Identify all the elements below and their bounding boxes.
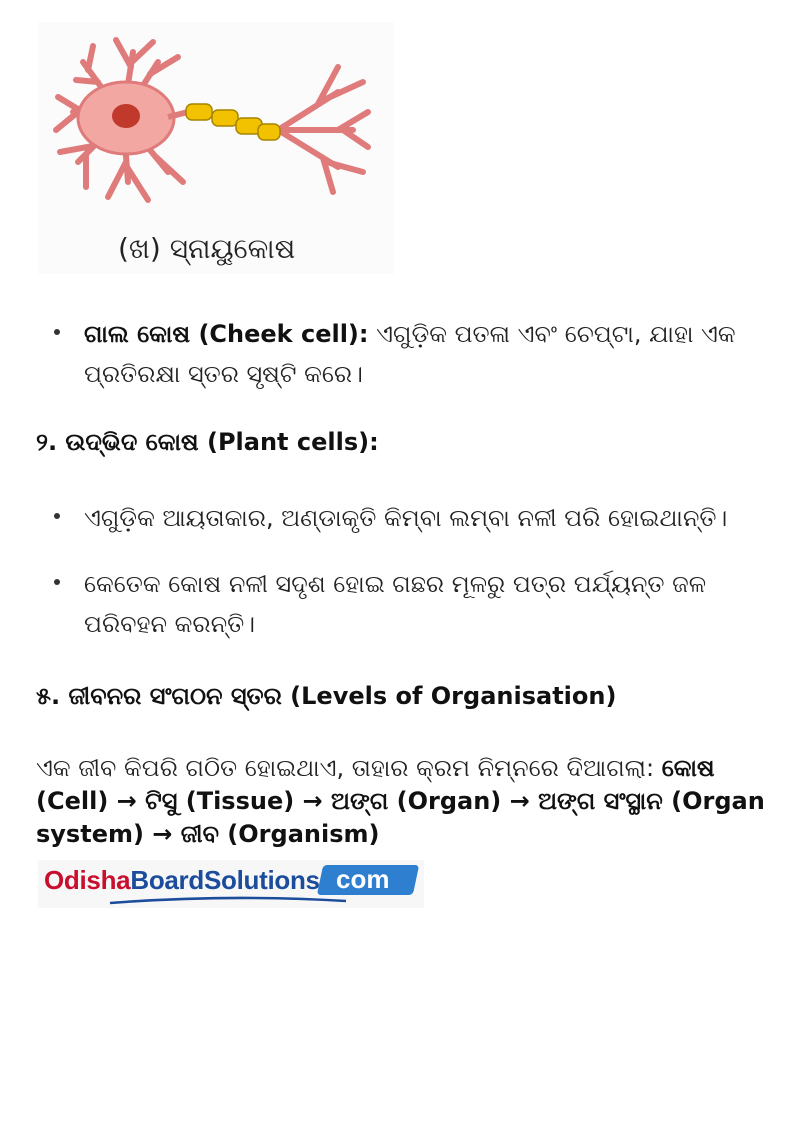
bullet-dot [54,513,60,519]
levels-heading: ୫. ଜୀବନର ସଂଗଠନ ସ୍ତର (Levels of Organisation) [36,682,617,710]
logo-wordmark: OdishaBoardSolutions [44,865,320,895]
site-logo [38,860,424,908]
neuron-figure [38,22,394,274]
plant-cells-heading: ୨. ଉଦ୍ଭିଦ କୋଷ (Plant cells): [36,428,379,456]
plant-bullet [36,498,768,538]
cheek-cell-term: ଗାଲ କୋଷ (Cheek cell): [84,320,369,348]
levels-intro: ଏକ ଜୀବ କିପରି ଗଠିତ ହୋଇଥାଏ, ତାହାର କ୍ରମ ନିମ୍ନରେ ଦିଆଗଲା: [36,754,662,782]
plant-bullet-text: କେତେକ କୋଷ ନଳୀ ସଦୃଶ ହୋଇ ଗଛର ମୂଳରୁ ପତ୍ର ପର୍ଯ୍ୟନ୍ତ ଜଳ ପରିବହନ କରନ୍ତି। [84,570,707,638]
bullet-text [84,314,768,394]
levels-paragraph [36,752,768,851]
neuron-illustration-icon [38,22,394,222]
logo-swoosh-icon [108,896,348,906]
levels-sequence: କୋଷ (Cell) → ଟିସୁ (Tissue) → ଅଙ୍ଗ (Organ) → ଅଙ୍ଗ ସଂସ୍ଥାନ (Organ system) → ଜୀବ (Organism) [36,754,765,848]
plant-bullet [36,564,768,644]
logo-com-text: com [336,864,390,894]
plant-bullet-text: ଏଗୁଡ଼ିକ ଆୟତାକାର, ଅଣ୍ଡାକୃତି କିମ୍ବା ଲମ୍ବା ନଳୀ ପରି ହୋଇଥାନ୍ତି। [84,504,728,532]
bullet-dot [54,579,60,585]
cheek-cell-description: ଏଗୁଡ଼ିକ ପତଳା ଏବଂ ଚେପ୍ଟା, ଯାହା ଏକ ପ୍ରତିରକ୍ଷା ସ୍ତର ସୃଷ୍ଟି କରେ। [84,320,736,388]
figure-caption: (ଖ) ସ୍ନାୟୁକୋଷ [118,232,296,265]
cheek-cell-bullet [36,314,768,394]
bullet-dot [54,329,60,335]
